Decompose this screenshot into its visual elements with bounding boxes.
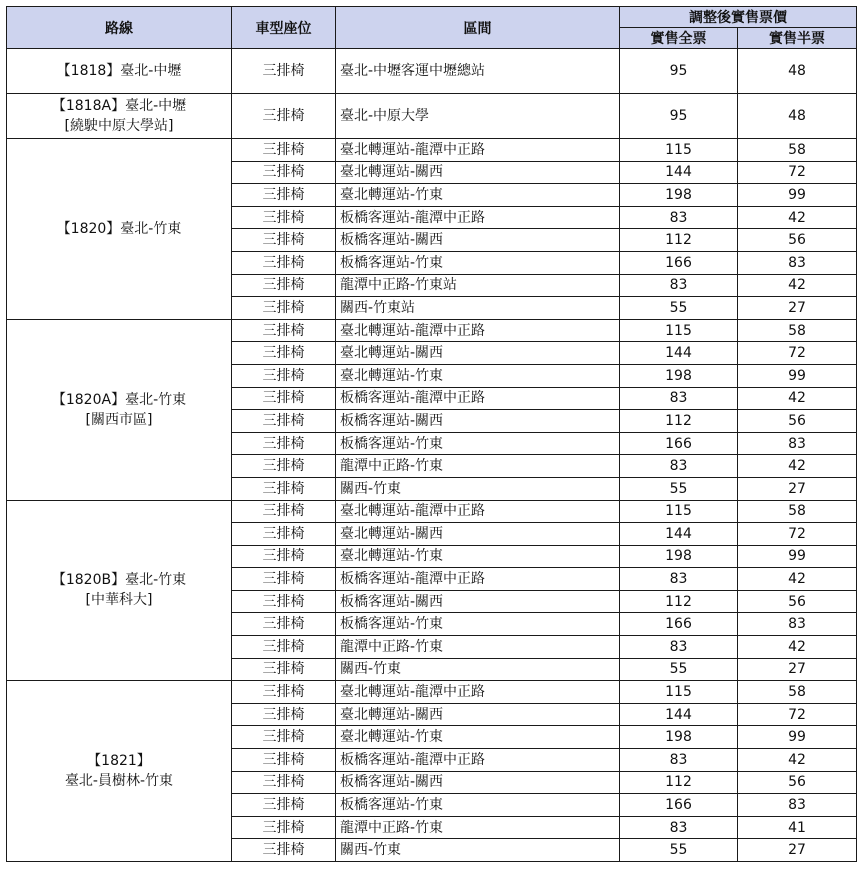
full-fare-cell: 198 [620, 184, 738, 207]
section-cell: 臺北轉運站-龍潭中正路 [336, 139, 620, 162]
half-fare-cell: 42 [738, 274, 857, 297]
full-fare-cell: 95 [620, 49, 738, 94]
seat-type-cell: 三排椅 [232, 49, 336, 94]
half-fare-cell: 72 [738, 161, 857, 184]
half-fare-cell: 83 [738, 251, 857, 274]
full-fare-cell: 83 [620, 206, 738, 229]
seat-type-cell: 三排椅 [232, 94, 336, 139]
full-fare-cell: 55 [620, 658, 738, 681]
full-fare-cell: 144 [620, 161, 738, 184]
full-fare-cell: 83 [620, 816, 738, 839]
half-fare-cell: 72 [738, 703, 857, 726]
seat-type-cell: 三排椅 [232, 703, 336, 726]
full-fare-cell: 198 [620, 545, 738, 568]
section-cell: 板橋客運站-竹東 [336, 613, 620, 636]
full-fare-cell: 112 [620, 229, 738, 252]
header-route: 路線 [7, 7, 232, 49]
header-half-fare: 實售半票 [738, 28, 857, 49]
full-fare-cell: 112 [620, 410, 738, 433]
section-cell: 板橋客運站-龍潭中正路 [336, 749, 620, 772]
table-row [7, 681, 857, 704]
section-cell: 板橋客運站-關西 [336, 229, 620, 252]
section-cell: 臺北轉運站-竹東 [336, 726, 620, 749]
section-cell: 板橋客運站-龍潭中正路 [336, 387, 620, 410]
seat-type-cell: 三排椅 [232, 636, 336, 659]
half-fare-cell: 58 [738, 319, 857, 342]
half-fare-cell: 42 [738, 206, 857, 229]
seat-type-cell: 三排椅 [232, 749, 336, 772]
section-cell: 臺北轉運站-關西 [336, 703, 620, 726]
full-fare-cell: 166 [620, 432, 738, 455]
half-fare-cell: 56 [738, 771, 857, 794]
table-row [7, 319, 857, 342]
route-name-line: 【1821】 [87, 753, 151, 770]
half-fare-cell: 42 [738, 636, 857, 659]
full-fare-cell: 83 [620, 387, 738, 410]
section-cell: 龍潭中正路-竹東站 [336, 274, 620, 297]
seat-type-cell: 三排椅 [232, 206, 336, 229]
half-fare-cell: 27 [738, 297, 857, 320]
route-name-line: 【1818A】臺北-中壢 [51, 98, 187, 114]
fare-table [6, 6, 857, 862]
section-cell: 臺北轉運站-關西 [336, 523, 620, 546]
half-fare-cell: 42 [738, 455, 857, 478]
section-cell: 關西-竹東站 [336, 297, 620, 320]
fare-table-container [6, 6, 857, 862]
half-fare-cell: 99 [738, 545, 857, 568]
seat-type-cell: 三排椅 [232, 658, 336, 681]
seat-type-cell: 三排椅 [232, 726, 336, 749]
section-cell: 臺北轉運站-竹東 [336, 364, 620, 387]
seat-type-cell: 三排椅 [232, 184, 336, 207]
section-cell: 關西-竹東 [336, 477, 620, 500]
seat-type-cell: 三排椅 [232, 274, 336, 297]
seat-type-cell: 三排椅 [232, 251, 336, 274]
seat-type-cell: 三排椅 [232, 568, 336, 591]
header-fare-group: 調整後實售票價 [620, 7, 857, 28]
full-fare-cell: 112 [620, 590, 738, 613]
full-fare-cell: 55 [620, 297, 738, 320]
route-name-line: [中華科大] [85, 592, 153, 609]
half-fare-cell: 27 [738, 839, 857, 862]
section-cell: 臺北轉運站-龍潭中正路 [336, 681, 620, 704]
route-name-line: 【1818】臺北-中壢 [56, 63, 182, 79]
half-fare-cell: 42 [738, 387, 857, 410]
full-fare-cell: 144 [620, 523, 738, 546]
seat-type-cell: 三排椅 [232, 161, 336, 184]
half-fare-cell: 83 [738, 794, 857, 817]
seat-type-cell: 三排椅 [232, 771, 336, 794]
full-fare-cell: 115 [620, 500, 738, 523]
seat-type-cell: 三排椅 [232, 681, 336, 704]
half-fare-cell: 83 [738, 613, 857, 636]
full-fare-cell: 115 [620, 681, 738, 704]
fare-table-body [7, 49, 857, 862]
seat-type-cell: 三排椅 [232, 500, 336, 523]
full-fare-cell: 55 [620, 477, 738, 500]
section-cell: 臺北-中原大學 [336, 94, 620, 139]
half-fare-cell: 56 [738, 590, 857, 613]
seat-type-cell: 三排椅 [232, 523, 336, 546]
half-fare-cell: 56 [738, 229, 857, 252]
full-fare-cell: 83 [620, 749, 738, 772]
seat-type-cell: 三排椅 [232, 613, 336, 636]
section-cell: 板橋客運站-龍潭中正路 [336, 568, 620, 591]
section-cell: 臺北轉運站-竹東 [336, 184, 620, 207]
half-fare-cell: 56 [738, 410, 857, 433]
section-cell: 龍潭中正路-竹東 [336, 816, 620, 839]
route-cell [7, 500, 232, 681]
route-cell [7, 49, 232, 94]
section-cell: 關西-竹東 [336, 658, 620, 681]
route-cell [7, 681, 232, 862]
seat-type-cell: 三排椅 [232, 410, 336, 433]
section-cell: 臺北轉運站-關西 [336, 161, 620, 184]
seat-type-cell: 三排椅 [232, 432, 336, 455]
section-cell: 龍潭中正路-竹東 [336, 455, 620, 478]
full-fare-cell: 166 [620, 613, 738, 636]
route-name-line: [關西市區] [85, 411, 153, 428]
full-fare-cell: 83 [620, 568, 738, 591]
seat-type-cell: 三排椅 [232, 387, 336, 410]
section-cell: 龍潭中正路-竹東 [336, 636, 620, 659]
half-fare-cell: 42 [738, 749, 857, 772]
half-fare-cell: 99 [738, 184, 857, 207]
route-name-line: [繞駛中原大學站] [64, 118, 174, 134]
full-fare-cell: 144 [620, 342, 738, 365]
half-fare-cell: 58 [738, 500, 857, 523]
route-cell [7, 319, 232, 500]
seat-type-cell: 三排椅 [232, 590, 336, 613]
section-cell: 板橋客運站-關西 [336, 771, 620, 794]
route-name-line: 【1820】臺北-竹東 [56, 220, 182, 237]
route-cell [7, 139, 232, 320]
seat-type-cell: 三排椅 [232, 364, 336, 387]
seat-type-cell: 三排椅 [232, 297, 336, 320]
full-fare-cell: 144 [620, 703, 738, 726]
section-cell: 板橋客運站-關西 [336, 590, 620, 613]
half-fare-cell: 83 [738, 432, 857, 455]
full-fare-cell: 166 [620, 794, 738, 817]
full-fare-cell: 115 [620, 319, 738, 342]
seat-type-cell: 三排椅 [232, 342, 336, 365]
half-fare-cell: 99 [738, 726, 857, 749]
half-fare-cell: 27 [738, 477, 857, 500]
section-cell: 關西-竹東 [336, 839, 620, 862]
section-cell: 臺北轉運站-龍潭中正路 [336, 319, 620, 342]
half-fare-cell: 48 [738, 94, 857, 139]
half-fare-cell: 48 [738, 49, 857, 94]
header-section: 區間 [336, 7, 620, 49]
seat-type-cell: 三排椅 [232, 839, 336, 862]
route-name-line: 【1820B】臺北-竹東 [51, 572, 187, 589]
full-fare-cell: 95 [620, 94, 738, 139]
section-cell: 板橋客運站-竹東 [336, 794, 620, 817]
full-fare-cell: 115 [620, 139, 738, 162]
half-fare-cell: 58 [738, 681, 857, 704]
half-fare-cell: 41 [738, 816, 857, 839]
seat-type-cell: 三排椅 [232, 319, 336, 342]
full-fare-cell: 198 [620, 726, 738, 749]
seat-type-cell: 三排椅 [232, 794, 336, 817]
header-full-fare: 實售全票 [620, 28, 738, 49]
section-cell: 臺北-中壢客運中壢總站 [336, 49, 620, 94]
section-cell: 臺北轉運站-竹東 [336, 545, 620, 568]
half-fare-cell: 27 [738, 658, 857, 681]
half-fare-cell: 58 [738, 139, 857, 162]
seat-type-cell: 三排椅 [232, 816, 336, 839]
full-fare-cell: 83 [620, 455, 738, 478]
full-fare-cell: 83 [620, 636, 738, 659]
route-name-line: 臺北-員樹林-竹東 [64, 773, 174, 790]
full-fare-cell: 166 [620, 251, 738, 274]
seat-type-cell: 三排椅 [232, 455, 336, 478]
seat-type-cell: 三排椅 [232, 229, 336, 252]
half-fare-cell: 72 [738, 523, 857, 546]
table-row [7, 94, 857, 139]
half-fare-cell: 99 [738, 364, 857, 387]
full-fare-cell: 83 [620, 274, 738, 297]
table-row [7, 139, 857, 162]
route-cell [7, 94, 232, 139]
half-fare-cell: 42 [738, 568, 857, 591]
full-fare-cell: 198 [620, 364, 738, 387]
half-fare-cell: 72 [738, 342, 857, 365]
section-cell: 板橋客運站-龍潭中正路 [336, 206, 620, 229]
table-row [7, 49, 857, 94]
section-cell: 板橋客運站-竹東 [336, 251, 620, 274]
fare-table-header [7, 7, 857, 49]
section-cell: 臺北轉運站-龍潭中正路 [336, 500, 620, 523]
section-cell: 板橋客運站-關西 [336, 410, 620, 433]
route-name-line: 【1820A】臺北-竹東 [51, 391, 187, 408]
seat-type-cell: 三排椅 [232, 477, 336, 500]
header-seat-type: 車型座位 [232, 7, 336, 49]
full-fare-cell: 55 [620, 839, 738, 862]
full-fare-cell: 112 [620, 771, 738, 794]
section-cell: 臺北轉運站-關西 [336, 342, 620, 365]
seat-type-cell: 三排椅 [232, 139, 336, 162]
seat-type-cell: 三排椅 [232, 545, 336, 568]
table-row [7, 500, 857, 523]
section-cell: 板橋客運站-竹東 [336, 432, 620, 455]
